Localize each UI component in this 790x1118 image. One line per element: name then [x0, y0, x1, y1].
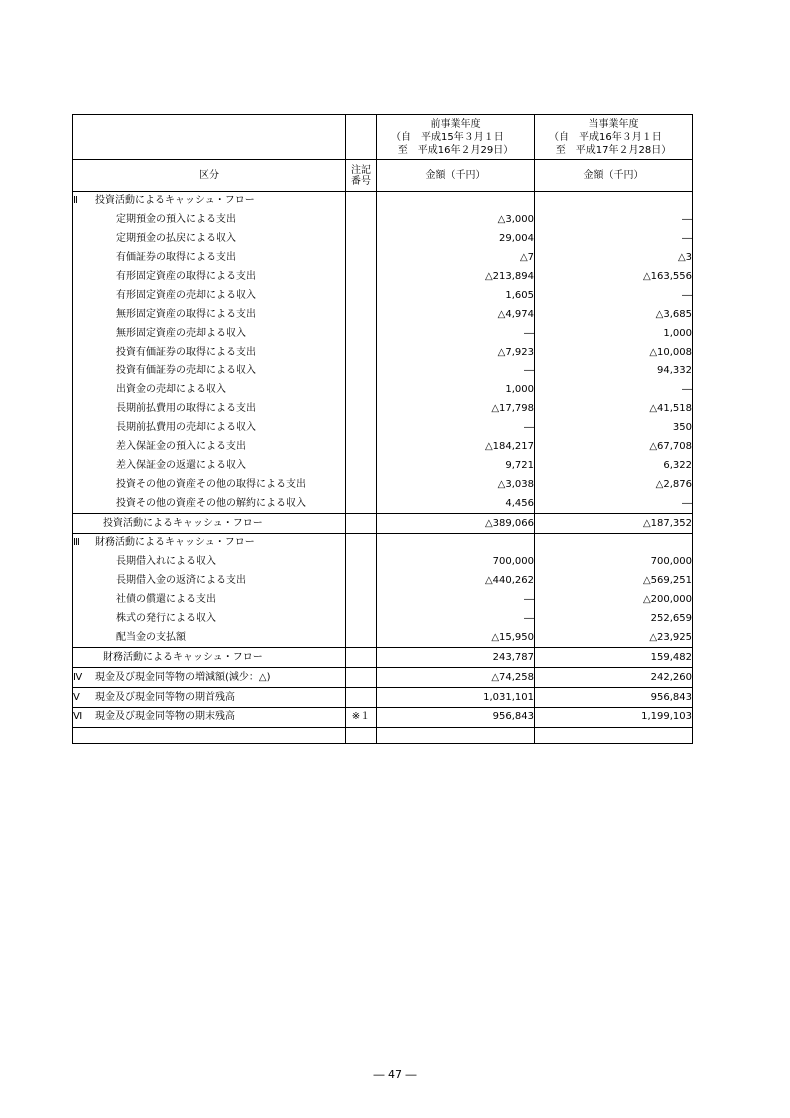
total-row: [73, 688, 693, 708]
note-cell: [346, 628, 377, 647]
prev-amount: 1,000: [377, 381, 535, 400]
note-cell: [346, 249, 377, 268]
curr-period-to: 至 平成17年２月28日）: [555, 144, 672, 156]
total-row: [73, 708, 693, 728]
prev-amount: 29,004: [377, 230, 535, 249]
prev-amount: △213,894: [377, 268, 535, 287]
prev-amount: ―: [377, 610, 535, 629]
curr-amount: △2,876: [535, 475, 693, 494]
table-row: [73, 456, 693, 475]
total-note: ※１: [346, 708, 377, 728]
item-label: 有形固定資産の売却による収入: [73, 286, 346, 305]
prev-amount: ―: [377, 419, 535, 438]
section-number: Ⅲ: [73, 537, 80, 549]
curr-amount: 700,000: [535, 553, 693, 572]
prev-amount: △15,950: [377, 628, 535, 647]
curr-amount-cell: [535, 534, 693, 553]
item-label: 差入保証金の預入による支出: [73, 438, 346, 457]
table-row: [73, 249, 693, 268]
subtotal-label: 財務活動によるキャッシュ・フロー: [73, 648, 346, 668]
section-heading: [73, 534, 346, 553]
curr-amount: △200,000: [535, 591, 693, 610]
total-curr: 956,843: [535, 688, 693, 708]
table-row: [73, 572, 693, 591]
total-number: Ⅳ: [73, 671, 83, 683]
prev-amount: △4,974: [377, 305, 535, 324]
table-row: [73, 268, 693, 287]
item-label: 差入保証金の返還による収入: [73, 456, 346, 475]
item-label: 定期預金の預入による支出: [73, 211, 346, 230]
note-cell: [346, 419, 377, 438]
subtotal-row: [73, 648, 693, 668]
subtotal-curr: 159,482: [535, 648, 693, 668]
blank-cell: [377, 727, 535, 743]
curr-amount: 94,332: [535, 362, 693, 381]
item-label: 配当金の支払額: [73, 628, 346, 647]
prev-period-header: [377, 115, 535, 160]
curr-amount: 1,000: [535, 324, 693, 343]
note-cell: [346, 230, 377, 249]
prev-amount: △3,038: [377, 475, 535, 494]
total-number: Ⅴ: [73, 691, 80, 703]
table-row: [73, 610, 693, 629]
blank-cell: [73, 727, 346, 743]
item-label: 投資有価証券の取得による支出: [73, 343, 346, 362]
note-cell: [346, 475, 377, 494]
curr-period-title: 当事業年度: [588, 118, 639, 130]
prev-period-to: 至 平成16年２月29日）: [397, 144, 514, 156]
note-cell: [346, 494, 377, 513]
prev-amount-cell: [377, 192, 535, 211]
total-prev: 956,843: [377, 708, 535, 728]
item-label: 長期前払費用の取得による支出: [73, 400, 346, 419]
total-prev: 1,031,101: [377, 688, 535, 708]
prev-amount: ―: [377, 362, 535, 381]
note-cell: [346, 268, 377, 287]
prev-amount: △7: [377, 249, 535, 268]
prev-amount: 4,456: [377, 494, 535, 513]
table-row: [73, 438, 693, 457]
prev-amount: 9,721: [377, 456, 535, 475]
item-label: 株式の発行による収入: [73, 610, 346, 629]
prev-amount: ―: [377, 324, 535, 343]
subtotal-prev: 243,787: [377, 648, 535, 668]
section-number: Ⅱ: [73, 195, 78, 207]
item-label: 投資有価証券の売却による収入: [73, 362, 346, 381]
note-cell: [346, 305, 377, 324]
table-row: [73, 230, 693, 249]
note-cell: [346, 591, 377, 610]
total-title: 現金及び現金同等物の期首残高: [95, 691, 235, 703]
curr-amount: △23,925: [535, 628, 693, 647]
total-note: [346, 688, 377, 708]
note-cell: [346, 572, 377, 591]
item-label: 有価証券の取得による支出: [73, 249, 346, 268]
total-curr: 1,199,103: [535, 708, 693, 728]
note-cell: [346, 610, 377, 629]
item-label: 長期前払費用の売却による収入: [73, 419, 346, 438]
item-label: 長期借入金の返済による支出: [73, 572, 346, 591]
section-heading-row: [73, 192, 693, 211]
prev-amount: △17,798: [377, 400, 535, 419]
table-row: [73, 362, 693, 381]
item-label: 投資その他の資産その他の取得による支出: [73, 475, 346, 494]
prev-amount: △440,262: [377, 572, 535, 591]
note-header-line1: 注記: [351, 164, 371, 176]
table-row: [73, 628, 693, 647]
curr-amount: △41,518: [535, 400, 693, 419]
item-label: 出資金の売却による収入: [73, 381, 346, 400]
item-label: 投資その他の資産その他の解約による収入: [73, 494, 346, 513]
blank-row: [73, 727, 693, 743]
curr-amount: △10,008: [535, 343, 693, 362]
total-row: [73, 668, 693, 688]
subtotal-label: 投資活動によるキャッシュ・フロー: [73, 514, 346, 534]
category-header: 区分: [73, 160, 346, 192]
item-label: 無形固定資産の取得による支出: [73, 305, 346, 324]
total-number: Ⅵ: [73, 711, 83, 723]
total-label: [73, 668, 346, 688]
note-cell: [346, 438, 377, 457]
curr-amount: △569,251: [535, 572, 693, 591]
curr-amount-header: 金額（千円）: [535, 160, 693, 192]
curr-amount: ―: [535, 286, 693, 305]
note-cell: [346, 514, 377, 534]
table-row: [73, 494, 693, 513]
page-number: ― 47 ―: [373, 1068, 417, 1081]
table-row: [73, 343, 693, 362]
note-cell: [346, 400, 377, 419]
curr-amount: 350: [535, 419, 693, 438]
subtotal-row: [73, 514, 693, 534]
item-label: 社債の償還による支出: [73, 591, 346, 610]
subtotal-curr: △187,352: [535, 514, 693, 534]
note-cell: [346, 211, 377, 230]
curr-amount: ―: [535, 211, 693, 230]
table-row: [73, 211, 693, 230]
note-cell: [346, 343, 377, 362]
prev-amount: ―: [377, 591, 535, 610]
curr-amount: △3: [535, 249, 693, 268]
note-cell: [346, 381, 377, 400]
section-heading: [73, 192, 346, 211]
curr-period-from: （自 平成16年３月１日: [549, 131, 662, 143]
prev-amount-header: 金額（千円）: [377, 160, 535, 192]
blank-cell: [346, 727, 377, 743]
note-cell: [346, 362, 377, 381]
prev-amount: 700,000: [377, 553, 535, 572]
total-title: 現金及び現金同等物の増減額(減少：△): [95, 671, 271, 683]
prev-amount: △7,923: [377, 343, 535, 362]
table-row: [73, 475, 693, 494]
prev-period-from: （自 平成15年３月１日: [391, 131, 504, 143]
header-period-row: [73, 115, 693, 160]
item-label: 長期借入れによる収入: [73, 553, 346, 572]
total-curr: 242,260: [535, 668, 693, 688]
curr-amount: 6,322: [535, 456, 693, 475]
prev-amount: 1,605: [377, 286, 535, 305]
table-row: [73, 419, 693, 438]
note-cell: [346, 192, 377, 211]
curr-amount: △163,556: [535, 268, 693, 287]
note-cell: [346, 456, 377, 475]
prev-period-title: 前事業年度: [430, 118, 481, 130]
section-title: 財務活動によるキャッシュ・フロー: [95, 537, 255, 549]
note-header-line2: 番号: [351, 175, 371, 187]
item-label: 有形固定資産の取得による支出: [73, 268, 346, 287]
curr-amount: ―: [535, 230, 693, 249]
total-label: [73, 688, 346, 708]
section-heading-row: [73, 534, 693, 553]
prev-amount: △184,217: [377, 438, 535, 457]
curr-amount: ―: [535, 494, 693, 513]
note-header: [346, 160, 377, 192]
table-row: [73, 381, 693, 400]
table-row: [73, 400, 693, 419]
curr-amount: ―: [535, 381, 693, 400]
note-cell: [346, 553, 377, 572]
blank-cell: [535, 727, 693, 743]
curr-period-header: [535, 115, 693, 160]
curr-amount: △3,685: [535, 305, 693, 324]
note-cell: [346, 324, 377, 343]
item-label: 無形固定資産の売却よる収入: [73, 324, 346, 343]
table-row: [73, 324, 693, 343]
note-cell: [346, 534, 377, 553]
total-title: 現金及び現金同等物の期末残高: [95, 711, 235, 723]
total-prev: △74,258: [377, 668, 535, 688]
cash-flow-table: [72, 114, 693, 744]
table-row: [73, 286, 693, 305]
item-label: 定期預金の払戻による収入: [73, 230, 346, 249]
table-row: [73, 553, 693, 572]
prev-amount: △3,000: [377, 211, 535, 230]
table-row: [73, 305, 693, 324]
note-cell: [346, 286, 377, 305]
curr-amount: △67,708: [535, 438, 693, 457]
section-title: 投資活動によるキャッシュ・フロー: [95, 195, 255, 207]
note-cell: [346, 648, 377, 668]
table-row: [73, 591, 693, 610]
prev-amount-cell: [377, 534, 535, 553]
total-label: [73, 708, 346, 728]
subtotal-prev: △389,066: [377, 514, 535, 534]
curr-amount: 252,659: [535, 610, 693, 629]
curr-amount-cell: [535, 192, 693, 211]
header-column-row: [73, 160, 693, 192]
total-note: [346, 668, 377, 688]
